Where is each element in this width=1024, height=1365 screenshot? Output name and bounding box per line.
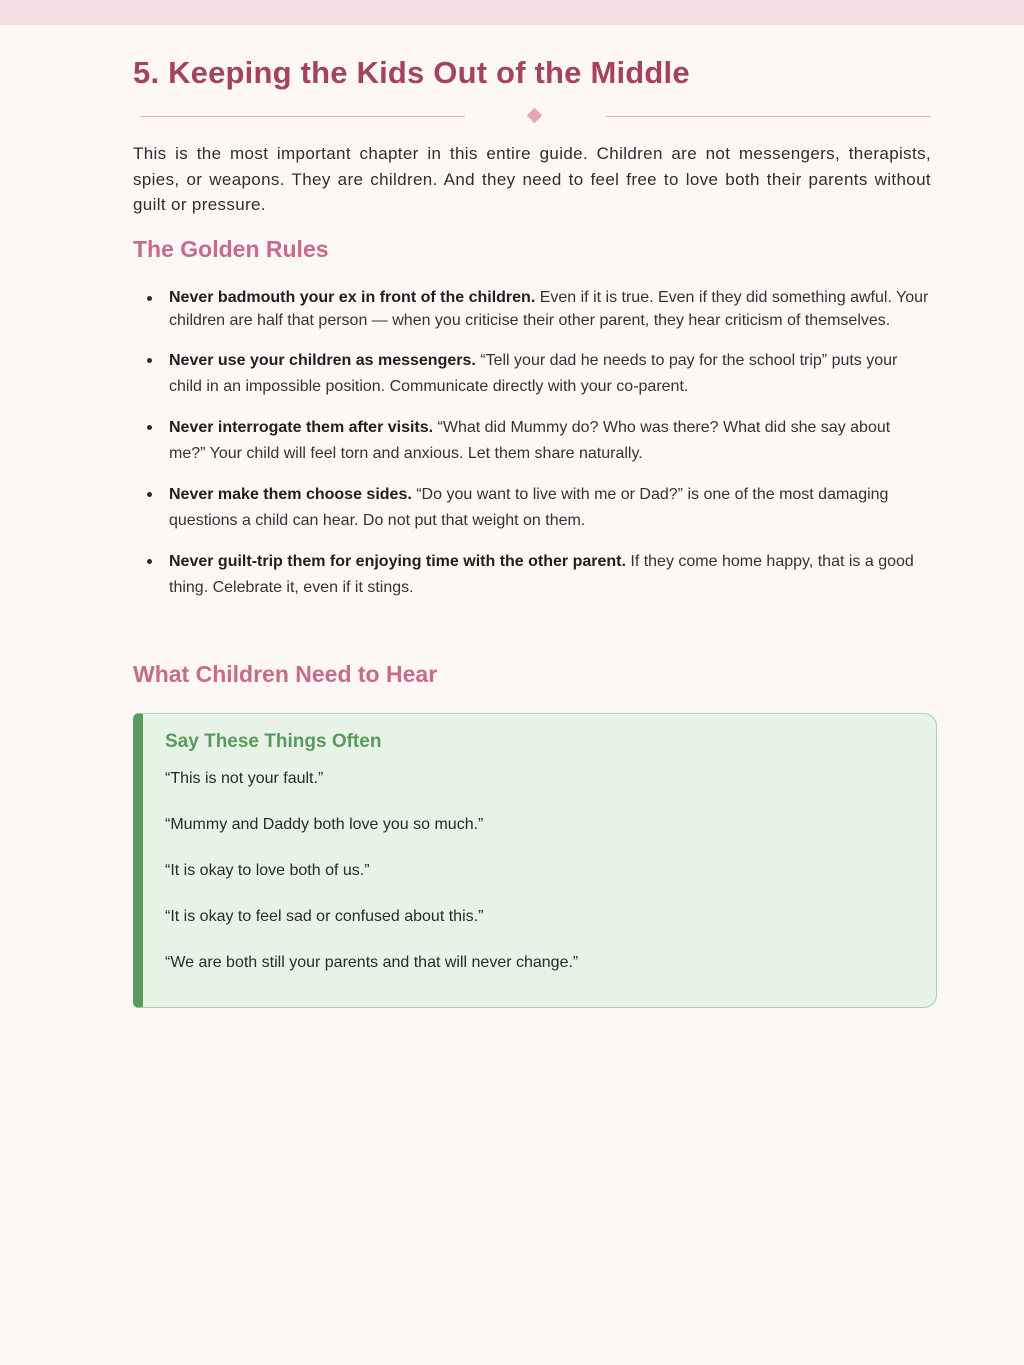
rule-lead: Never use your children as messengers.: [169, 352, 476, 369]
phrase-item: “Mummy and Daddy both love you so much.”: [165, 816, 484, 833]
phrase-item: “It is okay to feel sad or confused about this.”: [165, 908, 484, 925]
say-these-things-callout: [133, 713, 937, 1008]
rule-text: “Do you want to live with me or Dad?” is one of the most damaging questions a child can hear. Do not put that weight on them.: [169, 486, 889, 529]
rule-item: [133, 348, 931, 399]
rule-item: [133, 287, 931, 332]
rule-lead: Never guilt-trip them for enjoying time with the other parent.: [169, 553, 626, 570]
chapter-intro: This is the most important chapter in this entire guide. Children are not messengers, therapists, spies, or weapons. They are children. And they need to feel free to love both their parents without guilt or pressure.: [133, 144, 931, 214]
divider-line-right: [606, 116, 931, 117]
diamond-ornament-icon: [527, 108, 543, 124]
rule-item: [133, 482, 931, 533]
rule-item: [133, 549, 931, 600]
rule-text: “What did Mummy do? Who was there? What did she say about me?” Your child will feel torn and anxious. Let them share naturally.: [169, 419, 891, 462]
rule-text: Even if it is true. Even if they did something awful. Your children are half that person — when you criticise their other parent, they hear criticism of themselves.: [169, 289, 929, 329]
title-divider: [133, 108, 931, 124]
golden-rules-heading: The Golden Rules: [133, 236, 329, 262]
bullet-icon: [147, 296, 152, 301]
rule-lead: Never make them choose sides.: [169, 486, 412, 503]
rule-lead: Never badmouth your ex in front of the children.: [169, 289, 536, 306]
bullet-icon: [147, 358, 152, 363]
golden-rules-list: [133, 287, 931, 616]
divider-line-left: [140, 116, 465, 117]
phrase-item: “This is not your fault.”: [165, 770, 324, 787]
phrase-item: “We are both still your parents and that will never change.”: [165, 954, 579, 971]
rule-text: If they come home happy, that is a good thing. Celebrate it, even if it stings.: [169, 553, 914, 596]
callout-title: Say These Things Often: [165, 731, 382, 752]
bullet-icon: [147, 492, 152, 497]
bullet-icon: [147, 559, 152, 564]
children-need-heading: What Children Need to Hear: [133, 661, 438, 687]
rule-item: [133, 415, 931, 466]
bullet-icon: [147, 425, 152, 430]
top-band: [0, 0, 1024, 25]
rule-text: “Tell your dad he needs to pay for the school trip” puts your child in an impossible position. Communicate directly with your co-parent.: [169, 352, 898, 395]
rule-lead: Never interrogate them after visits.: [169, 419, 434, 436]
chapter-title: 5. Keeping the Kids Out of the Middle: [133, 55, 690, 90]
phrase-item: “It is okay to love both of us.”: [165, 862, 370, 879]
